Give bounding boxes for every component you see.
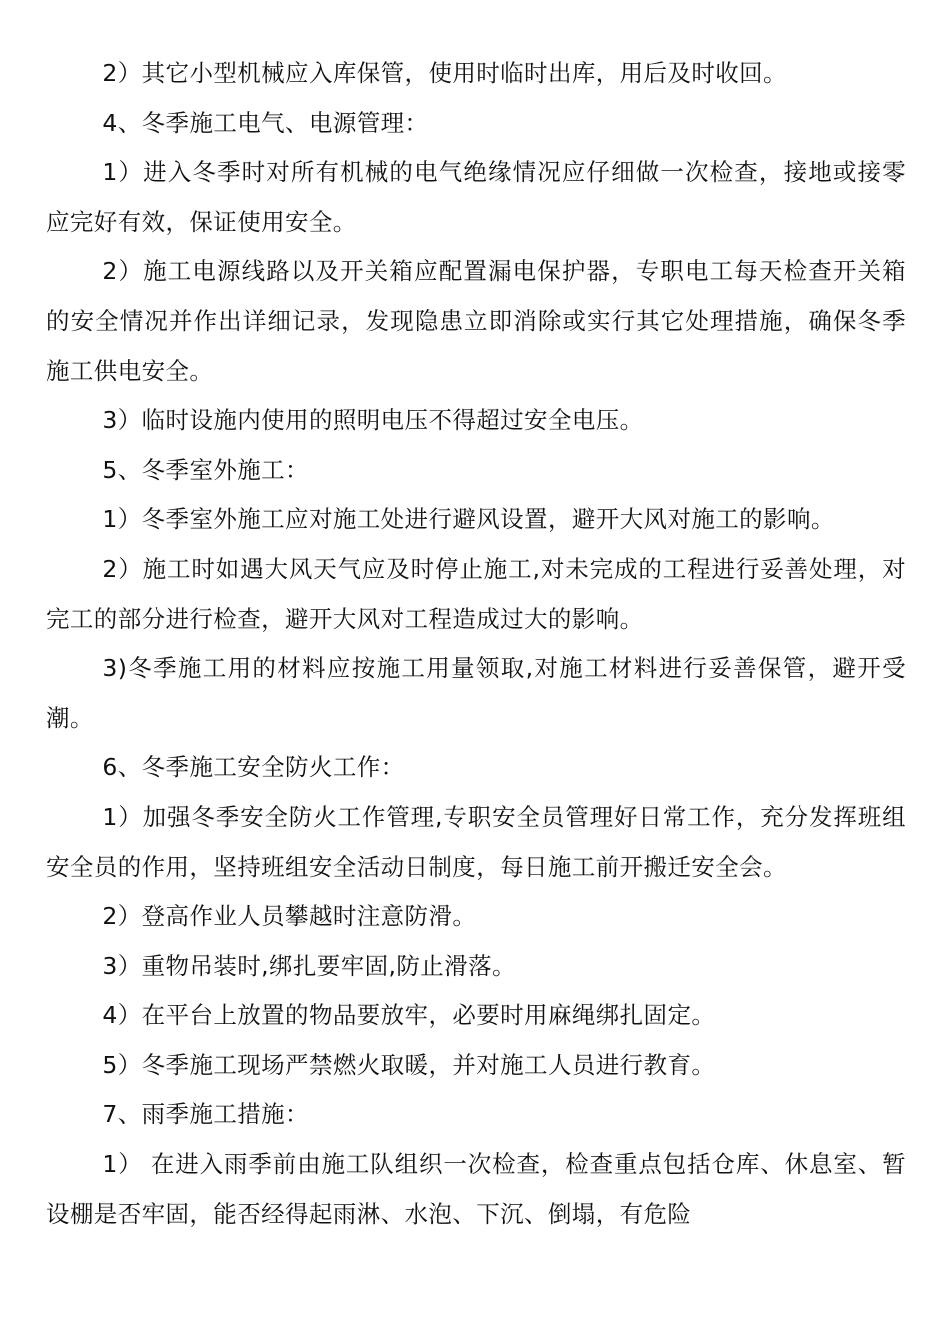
heading-outdoor-work: 5、冬季室外施工： <box>102 455 309 484</box>
paragraph-windbreak: 1）冬季室外施工应对施工处进行避风设置，避开大风对施工的影响。 <box>102 505 835 534</box>
paragraph-no-open-fire: 5）冬季施工现场严禁燃火取暖，并对施工人员进行教育。 <box>102 1050 716 1079</box>
paragraph-materials: 3)冬季施工用的材料应按施工用量领取,对施工材料进行妥善保管，避开受潮。 <box>46 654 906 732</box>
paragraph-platform-items: 4）在平台上放置的物品要放牢，必要时用麻绳绑扎固定。 <box>102 1001 716 1030</box>
paragraph-fire-management: 1）加强冬季安全防火工作管理,专职安全员管理好日常工作，充分发挥班组安全员的作用，坚持班组安全活动日制度，每日施工前开搬迁安全会。 <box>46 802 906 881</box>
paragraph-anti-slip: 2）登高作业人员攀越时注意防滑。 <box>102 902 477 931</box>
paragraph-insulation-check: 1）进入冬季时对所有机械的电气绝缘情况应仔细做一次检查，接地或接零应完好有效，保证使用安全。 <box>46 158 906 236</box>
document-page <box>46 49 906 1239</box>
paragraph-machinery-storage: 2）其它小型机械应入库保管，使用时临时出库，用后及时收回。 <box>102 59 787 87</box>
paragraph-lifting: 3）重物吊装时,绑扎要牢固,防止滑落。 <box>102 951 516 980</box>
heading-fire-safety: 6、冬季施工安全防火工作： <box>102 753 405 782</box>
paragraph-leakage-protector: 2）施工电源线路以及开关箱应配置漏电保护器，专职电工每天检查开关箱的安全情况并作出详细记录，发现隐患立即消除或实行其它处理措施，确保冬季施工供电安全。 <box>46 257 906 385</box>
heading-rainy-season: 7、雨季施工措施： <box>102 1100 309 1129</box>
paragraph-rainy-inspection: 1） 在进入雨季前由施工队组织一次检查，检查重点包括仓库、休息室、暂设棚是否牢固，能否经得起雨淋、水泡、下沉、倒塌，有危险 <box>46 1150 906 1228</box>
heading-electrical-power: 4、冬季施工电气、电源管理： <box>102 108 429 137</box>
paragraph-strong-wind: 2）施工时如遇大风天气应及时停止施工,对未完成的工程进行妥善处理，对完工的部分进行检查，避开大风对工程造成过大的影响。 <box>46 554 906 633</box>
paragraph-lighting-voltage: 3）临时设施内使用的照明电压不得超过安全电压。 <box>102 406 644 435</box>
